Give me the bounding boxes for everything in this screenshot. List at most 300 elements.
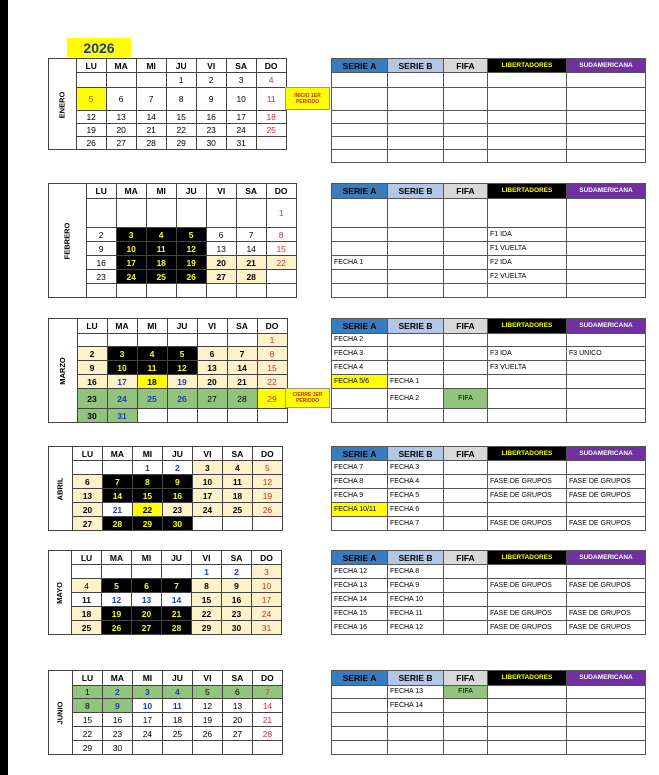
competition-cell	[488, 741, 567, 755]
competition-cell: FASE DE GRUPOS	[567, 475, 646, 489]
competition-cell	[332, 727, 388, 741]
day-cell	[252, 741, 282, 755]
competition-cell	[567, 741, 646, 755]
day-cell: 21	[236, 256, 266, 270]
weekday-header: MI	[132, 551, 162, 565]
day-cell: 15	[257, 361, 287, 375]
competition-cell	[332, 242, 388, 256]
competition-cell	[332, 73, 388, 88]
competition-cell	[567, 137, 646, 150]
day-cell	[197, 409, 227, 423]
day-cell: 1	[72, 686, 102, 699]
competition-cell: FASE DE GRUPOS	[567, 517, 646, 531]
competition-cell	[488, 137, 567, 150]
day-cell: 11	[146, 242, 176, 256]
day-cell: 22	[132, 503, 162, 517]
day-cell: 9	[162, 475, 192, 489]
day-cell: 13	[72, 489, 102, 503]
day-cell: 4	[256, 73, 286, 88]
weekday-header: LU	[86, 184, 116, 199]
competition-cell: FASE DE GRUPOS	[567, 579, 646, 593]
day-cell	[102, 565, 132, 579]
day-cell: 28	[227, 389, 257, 409]
competition-table-marzo	[331, 318, 646, 423]
day-cell: 17	[192, 489, 222, 503]
competition-cell	[444, 199, 488, 228]
day-cell: 24	[226, 124, 256, 137]
competition-cell: FASE DE GRUPOS	[488, 579, 567, 593]
day-cell: 28	[162, 621, 192, 635]
day-cell: 16	[196, 111, 226, 124]
calendar-marzo	[48, 318, 288, 423]
weekday-header: VI	[192, 447, 222, 461]
competition-cell: FECHA 12	[332, 565, 388, 579]
competition-cell	[388, 73, 444, 88]
competition-cell	[567, 361, 646, 375]
competition-cell	[444, 228, 488, 242]
day-cell: 6	[106, 88, 136, 111]
competition-cell	[332, 409, 388, 423]
day-cell: 6	[72, 475, 102, 489]
weekday-header: SA	[227, 319, 257, 334]
competition-cell	[444, 475, 488, 489]
day-cell	[206, 199, 236, 228]
competition-cell: F1 VUELTA	[488, 242, 567, 256]
competition-cell	[388, 88, 444, 111]
day-cell: 24	[132, 727, 162, 741]
day-cell: 15	[72, 713, 102, 727]
weekday-header: MA	[107, 319, 137, 334]
competition-cell	[488, 686, 567, 699]
day-cell: 25	[162, 727, 192, 741]
day-cell: 11	[162, 699, 192, 713]
weekday-header: LU	[72, 671, 102, 686]
day-cell: 13	[132, 593, 162, 607]
day-cell	[236, 199, 266, 228]
competition-cell	[567, 461, 646, 475]
competition-cell	[488, 727, 567, 741]
competition-cell	[488, 334, 567, 347]
competition-cell	[567, 409, 646, 423]
weekday-header: DO	[266, 184, 296, 199]
competition-cell	[488, 88, 567, 111]
competition-cell	[567, 503, 646, 517]
competition-header: SUDAMERICANA	[567, 551, 646, 565]
weekday-header: MI	[132, 671, 162, 686]
weekday-header: SA	[226, 59, 256, 73]
competition-cell	[567, 199, 646, 228]
day-cell: 15	[266, 242, 296, 256]
day-cell: 10	[226, 88, 256, 111]
weekday-header: MI	[132, 447, 162, 461]
day-cell: 24	[192, 503, 222, 517]
day-cell: 15	[166, 111, 196, 124]
day-cell: 3	[226, 73, 256, 88]
competition-cell	[332, 284, 388, 298]
competition-cell: F2 IDA	[488, 256, 567, 270]
day-cell: 18	[256, 111, 286, 124]
day-cell: 28	[236, 270, 266, 284]
day-cell: 16	[77, 375, 107, 389]
competition-cell	[388, 741, 444, 755]
day-cell	[106, 73, 136, 88]
competition-cell	[567, 565, 646, 579]
competition-cell	[388, 137, 444, 150]
day-cell: 3	[107, 347, 137, 361]
weekday-header: VI	[192, 551, 222, 565]
competition-cell	[567, 593, 646, 607]
day-cell: 29	[257, 389, 287, 409]
competition-cell	[444, 461, 488, 475]
competition-cell	[444, 699, 488, 713]
day-cell: 6	[222, 686, 252, 699]
day-cell: 23	[86, 270, 116, 284]
day-cell: 10	[107, 361, 137, 375]
competition-cell	[332, 699, 388, 713]
competition-table-mayo	[331, 550, 646, 635]
competition-cell: FECHA 3	[388, 461, 444, 475]
weekday-header: MI	[146, 184, 176, 199]
day-cell: 24	[116, 270, 146, 284]
day-cell	[86, 199, 116, 228]
weekday-header: MA	[102, 671, 132, 686]
day-cell: 17	[116, 256, 146, 270]
competition-cell	[388, 256, 444, 270]
day-cell: 27	[206, 270, 236, 284]
day-cell	[72, 461, 102, 475]
competition-cell	[488, 593, 567, 607]
competition-cell	[388, 727, 444, 741]
day-cell: 30	[77, 409, 107, 423]
day-cell	[176, 199, 206, 228]
competition-cell: FASE DE GRUPOS	[567, 489, 646, 503]
day-cell: 1	[192, 565, 222, 579]
weekday-header: MA	[102, 447, 132, 461]
competition-cell	[444, 124, 488, 137]
competition-cell: FECHA 5	[388, 489, 444, 503]
competition-cell: FECHA 2	[332, 334, 388, 347]
competition-cell	[444, 409, 488, 423]
day-cell: 19	[167, 375, 197, 389]
day-cell: 23	[102, 727, 132, 741]
competition-cell: F3 IDA	[488, 347, 567, 361]
competition-cell	[332, 517, 388, 531]
competition-cell	[444, 741, 488, 755]
competition-cell	[567, 375, 646, 389]
day-cell: 5	[252, 461, 282, 475]
weekday-header: MA	[106, 59, 136, 73]
competition-cell	[567, 73, 646, 88]
day-cell	[266, 284, 296, 298]
competition-header: FIFA	[444, 671, 488, 686]
competition-header: SERIE A	[332, 447, 388, 461]
competition-cell: FECHA 10	[388, 593, 444, 607]
day-cell	[192, 741, 222, 755]
day-cell: 2	[162, 461, 192, 475]
day-cell: 3	[192, 461, 222, 475]
competition-header: LIBERTADORES	[488, 551, 567, 565]
competition-cell	[444, 334, 488, 347]
competition-table-enero	[331, 58, 646, 163]
competition-cell: FECHA 16	[332, 621, 388, 635]
competition-cell	[388, 347, 444, 361]
month-label: ENERO	[57, 91, 67, 118]
competition-header: FIFA	[444, 551, 488, 565]
competition-cell: FASE DE GRUPOS	[488, 489, 567, 503]
day-cell: 16	[222, 593, 252, 607]
competition-header: SERIE A	[332, 671, 388, 686]
day-cell: 16	[162, 489, 192, 503]
competition-cell: FECHA 7	[332, 461, 388, 475]
competition-cell	[444, 375, 488, 389]
competition-cell	[444, 489, 488, 503]
competition-header: SERIE B	[388, 184, 444, 199]
day-cell: 7	[236, 228, 266, 242]
day-cell: 10	[252, 579, 282, 593]
day-cell: 5	[192, 686, 222, 699]
day-cell: 12	[167, 361, 197, 375]
day-cell	[107, 334, 137, 347]
day-cell	[236, 284, 266, 298]
day-cell: 21	[252, 713, 282, 727]
day-cell: 9	[77, 361, 107, 375]
competition-cell	[332, 111, 388, 124]
weekday-header: JU	[162, 447, 192, 461]
competition-cell	[567, 713, 646, 727]
day-cell: 20	[206, 256, 236, 270]
day-cell	[227, 334, 257, 347]
day-cell: 14	[136, 111, 166, 124]
weekday-header: JU	[176, 184, 206, 199]
day-cell	[167, 334, 197, 347]
day-cell: 22	[192, 607, 222, 621]
day-cell: 13	[222, 699, 252, 713]
competition-cell: FECHA 9	[332, 489, 388, 503]
day-cell: 30	[162, 517, 192, 531]
weekday-header: LU	[72, 447, 102, 461]
day-cell: 2	[196, 73, 226, 88]
competition-cell: F3 UNICO	[567, 347, 646, 361]
day-cell: 19	[252, 489, 282, 503]
weekday-header: MI	[137, 319, 167, 334]
competition-cell: F1 IDA	[488, 228, 567, 242]
competition-cell	[488, 699, 567, 713]
day-cell	[137, 409, 167, 423]
day-cell: 10	[192, 475, 222, 489]
day-cell: 30	[102, 741, 132, 755]
competition-cell	[444, 150, 488, 163]
day-cell: 19	[176, 256, 206, 270]
day-cell: 20	[72, 503, 102, 517]
competition-cell	[388, 334, 444, 347]
day-cell: 8	[192, 579, 222, 593]
competition-cell	[444, 73, 488, 88]
day-cell: 10	[132, 699, 162, 713]
competition-cell: FECHA 7	[388, 517, 444, 531]
day-cell: 19	[76, 124, 106, 137]
day-cell	[192, 517, 222, 531]
weekday-header: JU	[166, 59, 196, 73]
competition-cell	[444, 517, 488, 531]
competition-cell: FECHA 5/6	[332, 375, 388, 389]
competition-cell: FECHA 14	[332, 593, 388, 607]
weekday-header: SA	[236, 184, 266, 199]
competition-cell	[388, 284, 444, 298]
day-cell	[257, 409, 287, 423]
competition-cell	[388, 409, 444, 423]
competition-header: SUDAMERICANA	[567, 671, 646, 686]
day-cell: 27	[132, 621, 162, 635]
day-cell	[162, 741, 192, 755]
day-cell: 20	[132, 607, 162, 621]
competition-table-abril	[331, 446, 646, 531]
competition-header: LIBERTADORES	[488, 59, 567, 73]
inicio-periodo-note: INICIO 1ER PERIODO	[285, 87, 330, 110]
day-cell	[222, 517, 252, 531]
day-cell: 27	[72, 517, 102, 531]
weekday-header: MA	[116, 184, 146, 199]
competition-cell: F2 VUELTA	[488, 270, 567, 284]
day-cell: 12	[76, 111, 106, 124]
weekday-header: VI	[192, 671, 222, 686]
day-cell: 1	[166, 73, 196, 88]
competition-cell: FECHA 9	[388, 579, 444, 593]
day-cell	[162, 565, 192, 579]
competition-cell	[444, 503, 488, 517]
competition-cell	[488, 199, 567, 228]
day-cell: 3	[252, 565, 282, 579]
day-cell: 26	[167, 389, 197, 409]
competition-cell	[444, 727, 488, 741]
day-cell: 1	[266, 199, 296, 228]
weekday-header: DO	[252, 551, 282, 565]
day-cell: 22	[72, 727, 102, 741]
competition-cell: FECHA 8	[332, 475, 388, 489]
calendar-febrero	[48, 183, 297, 298]
day-cell: 9	[86, 242, 116, 256]
day-cell: 28	[136, 137, 166, 150]
day-cell: 11	[137, 361, 167, 375]
day-cell: 7	[162, 579, 192, 593]
day-cell: 13	[106, 111, 136, 124]
day-cell	[206, 284, 236, 298]
day-cell	[72, 565, 102, 579]
day-cell: 12	[252, 475, 282, 489]
competition-cell	[444, 621, 488, 635]
competition-cell	[444, 607, 488, 621]
calendar-abril	[48, 446, 283, 531]
competition-cell	[488, 565, 567, 579]
competition-cell: FECHA 3	[332, 347, 388, 361]
competition-cell	[567, 284, 646, 298]
competition-cell: FECHA 11	[388, 607, 444, 621]
competition-cell	[332, 137, 388, 150]
day-cell: 11	[256, 88, 286, 111]
day-cell: 5	[167, 347, 197, 361]
day-cell: 23	[196, 124, 226, 137]
competition-cell: FIFA	[444, 389, 488, 409]
competition-cell	[444, 256, 488, 270]
competition-cell: FECHA 13	[388, 686, 444, 699]
day-cell: 25	[137, 389, 167, 409]
competition-cell	[444, 242, 488, 256]
day-cell: 14	[227, 361, 257, 375]
competition-cell	[567, 150, 646, 163]
day-cell: 22	[166, 124, 196, 137]
day-cell: 30	[196, 137, 226, 150]
weekday-header: MA	[102, 551, 132, 565]
competition-cell	[332, 686, 388, 699]
competition-cell	[567, 256, 646, 270]
competition-cell	[388, 713, 444, 727]
month-label: FEBRERO	[62, 222, 72, 260]
day-cell: 26	[76, 137, 106, 150]
day-cell: 4	[72, 579, 102, 593]
weekday-header: VI	[197, 319, 227, 334]
competition-cell	[488, 713, 567, 727]
day-cell	[137, 334, 167, 347]
competition-cell: FECHA 1	[388, 375, 444, 389]
day-cell	[227, 409, 257, 423]
day-cell	[132, 565, 162, 579]
month-label: MAYO	[55, 582, 64, 604]
day-cell: 2	[102, 686, 132, 699]
day-cell: 4	[222, 461, 252, 475]
day-cell: 31	[252, 621, 282, 635]
day-cell: 19	[102, 607, 132, 621]
day-cell: 8	[266, 228, 296, 242]
day-cell: 17	[107, 375, 137, 389]
day-cell: 22	[266, 256, 296, 270]
weekday-header: SA	[222, 551, 252, 565]
competition-header: SERIE B	[388, 319, 444, 334]
day-cell: 17	[132, 713, 162, 727]
competition-cell	[388, 150, 444, 163]
competition-cell	[488, 111, 567, 124]
weekday-header: SA	[222, 671, 252, 686]
day-cell: 14	[252, 699, 282, 713]
competition-cell	[388, 124, 444, 137]
competition-cell	[444, 137, 488, 150]
day-cell: 1	[132, 461, 162, 475]
day-cell: 29	[166, 137, 196, 150]
day-cell: 26	[102, 621, 132, 635]
weekday-header: DO	[256, 59, 286, 73]
competition-header: SUDAMERICANA	[567, 184, 646, 199]
day-cell: 24	[252, 607, 282, 621]
day-cell: 20	[222, 713, 252, 727]
weekday-header: DO	[252, 671, 282, 686]
day-cell: 16	[102, 713, 132, 727]
competition-cell	[567, 270, 646, 284]
day-cell: 9	[196, 88, 226, 111]
day-cell: 27	[197, 389, 227, 409]
competition-cell: FECHA 6	[388, 503, 444, 517]
day-cell	[86, 284, 116, 298]
day-cell: 7	[252, 686, 282, 699]
competition-cell	[332, 228, 388, 242]
competition-cell	[444, 347, 488, 361]
day-cell: 22	[257, 375, 287, 389]
competition-cell	[332, 199, 388, 228]
day-cell	[116, 284, 146, 298]
competition-cell	[332, 713, 388, 727]
day-cell: 29	[72, 741, 102, 755]
competition-cell	[444, 593, 488, 607]
competition-cell	[444, 713, 488, 727]
competition-cell	[332, 88, 388, 111]
competition-header: SERIE B	[388, 671, 444, 686]
